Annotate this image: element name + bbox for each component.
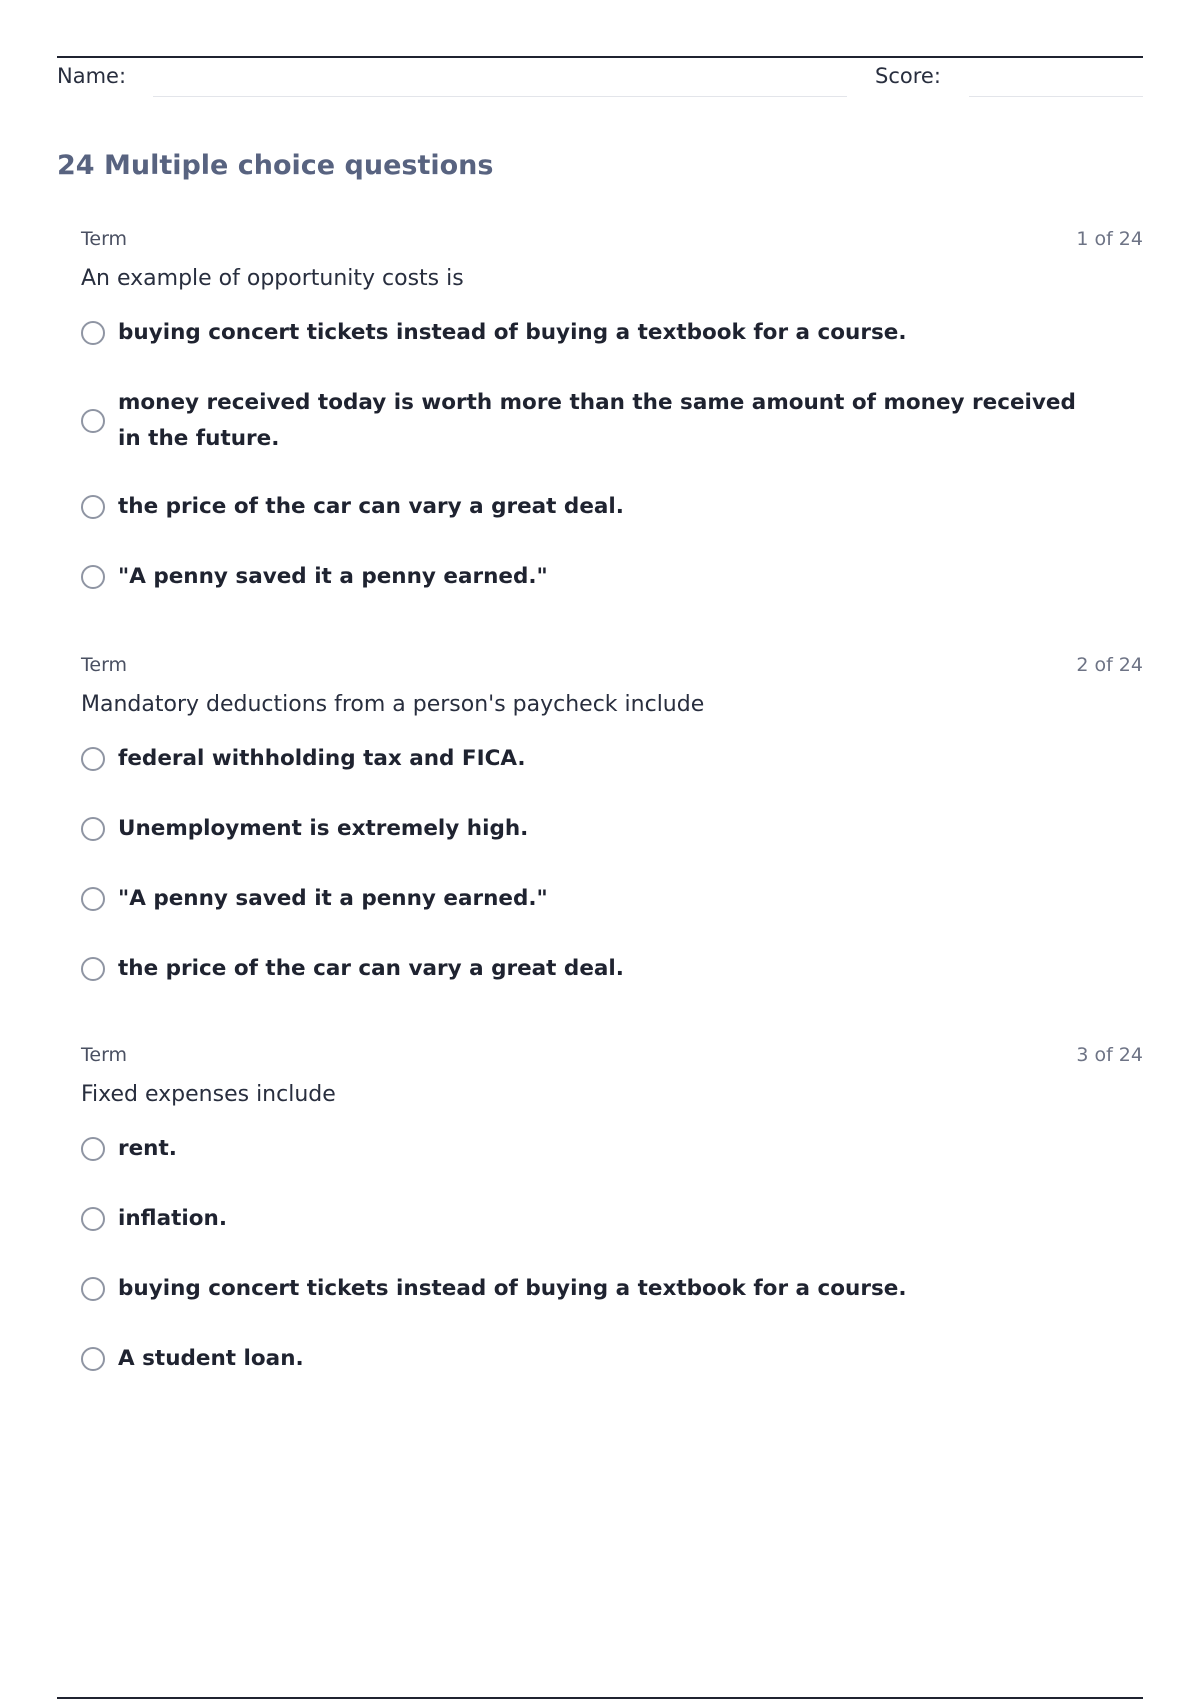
radio-button[interactable] [81,1137,105,1161]
question-prompt: Fixed expenses include [81,1082,336,1107]
name-label: Name: [57,64,127,88]
answer-options [81,741,1143,987]
section-title: 24 Multiple choice questions [57,150,494,181]
question-counter: 1 of 24 [1076,228,1143,250]
option-text: rent. [118,1136,177,1161]
radio-button[interactable] [81,957,105,981]
radio-button[interactable] [81,495,105,519]
name-field[interactable] [153,96,847,97]
radio-button[interactable] [81,321,105,345]
option-text: Unemployment is extremely high. [118,816,529,841]
option-text: "A penny saved it a penny earned." [118,564,548,589]
term-row [81,228,1143,254]
answer-option[interactable] [81,1341,1143,1377]
term-row [81,1044,1143,1070]
answer-options [81,315,1143,595]
option-text: federal withholding tax and FICA. [118,746,526,771]
question-counter: 3 of 24 [1076,1044,1143,1066]
answer-options [81,1131,1143,1377]
answer-option[interactable] [81,881,1143,917]
radio-button[interactable] [81,887,105,911]
name-score-row [57,60,1143,100]
score-field[interactable] [969,96,1143,97]
option-text: inflation. [118,1206,228,1231]
option-text: money received today is worth more than the same amount of money received in the future. [118,390,1076,451]
term-label: Term [81,1044,128,1066]
radio-button[interactable] [81,1347,105,1371]
answer-option[interactable] [81,489,1143,525]
score-label: Score: [875,64,941,88]
option-text: the price of the car can vary a great deal. [118,494,624,519]
question-prompt: An example of opportunity costs is [81,266,464,291]
top-rule [57,56,1143,58]
question-2 [81,654,1143,1021]
question-counter: 2 of 24 [1076,654,1143,676]
radio-button[interactable] [81,1207,105,1231]
option-text: buying concert tickets instead of buying a textbook for a course. [118,320,907,345]
answer-option[interactable] [81,811,1143,847]
option-text: buying concert tickets instead of buying a textbook for a course. [118,1276,907,1301]
term-label: Term [81,228,128,250]
term-label: Term [81,654,128,676]
radio-button[interactable] [81,409,105,433]
answer-option[interactable] [81,951,1143,987]
radio-button[interactable] [81,1277,105,1301]
radio-button[interactable] [81,747,105,771]
option-text: "A penny saved it a penny earned." [118,886,548,911]
option-text: the price of the car can vary a great deal. [118,956,624,981]
question-prompt: Mandatory deductions from a person's paycheck include [81,692,705,717]
answer-option[interactable] [81,1131,1143,1167]
answer-option[interactable] [81,741,1143,777]
radio-button[interactable] [81,817,105,841]
answer-option[interactable] [81,385,1143,457]
term-row [81,654,1143,680]
answer-option[interactable] [81,315,1143,351]
option-text: A student loan. [118,1346,304,1371]
question-3 [81,1044,1143,1411]
radio-button[interactable] [81,565,105,589]
bottom-rule [57,1697,1143,1699]
answer-option[interactable] [81,1201,1143,1237]
question-1 [81,228,1143,629]
answer-option[interactable] [81,559,1143,595]
answer-option[interactable] [81,1271,1143,1307]
